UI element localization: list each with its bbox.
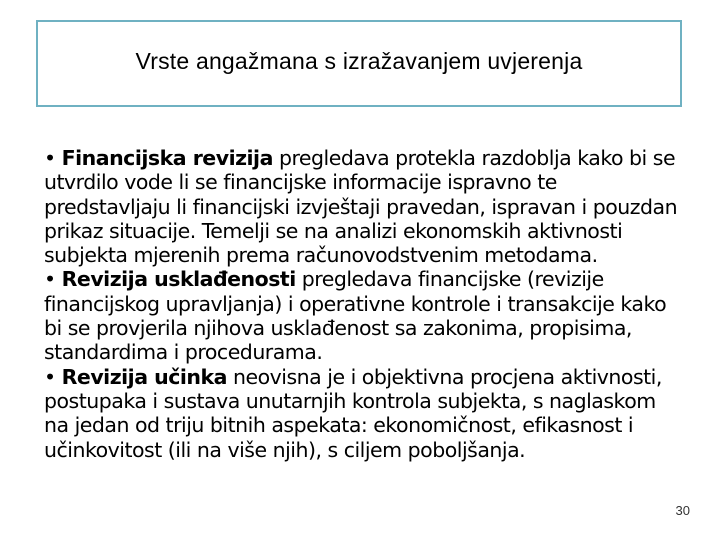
bullet-marker: • xyxy=(44,146,56,170)
bullet-term: Revizija učinka xyxy=(61,364,227,389)
bullet-financial-audit xyxy=(44,146,684,267)
bullet-compliance-audit xyxy=(44,267,684,364)
bullet-marker: • xyxy=(44,364,56,389)
bullet-marker: • xyxy=(44,267,56,292)
bullet-term: Revizija usklađenosti xyxy=(61,267,296,292)
slide-title: Vrste angažmana s izražavanjem uvjerenja xyxy=(135,48,583,74)
bullet-term: Financijska revizija xyxy=(61,146,273,170)
bullet-performance-audit xyxy=(44,365,684,462)
slide-body xyxy=(44,146,684,462)
bullet-text: neovisna je i objektivna procjena aktivnosti, postupaka i sustava unutarnjih kontrola subjekta, s naglaskom na jedan od triju bitnih aspekata: ekonomičnost, efikasnost i učinkovitost (ili na više njih), s ciljem poboljšanja. xyxy=(44,364,662,462)
title-box xyxy=(36,20,682,107)
slide-number: 30 xyxy=(675,503,690,518)
bullet-text: pregledava financijske (revizije financijskog upravljanja) i operativne kontrole i transakcije kako bi se provjerila njihova usklađenost sa zakonima, propisima, standardima i procedurama. xyxy=(44,267,667,365)
bullet-text: pregledava protekla razdoblja kako bi se utvrdilo vode li se financijske informacije ispravno te predstavljaju li financijski izvještaji pravedan, ispravan i pouzdan prikaz situacije. Temelji se na analizi ekonomskih aktivnosti subjekta mjerenih prema računovodstvenim metodama. xyxy=(44,146,678,268)
